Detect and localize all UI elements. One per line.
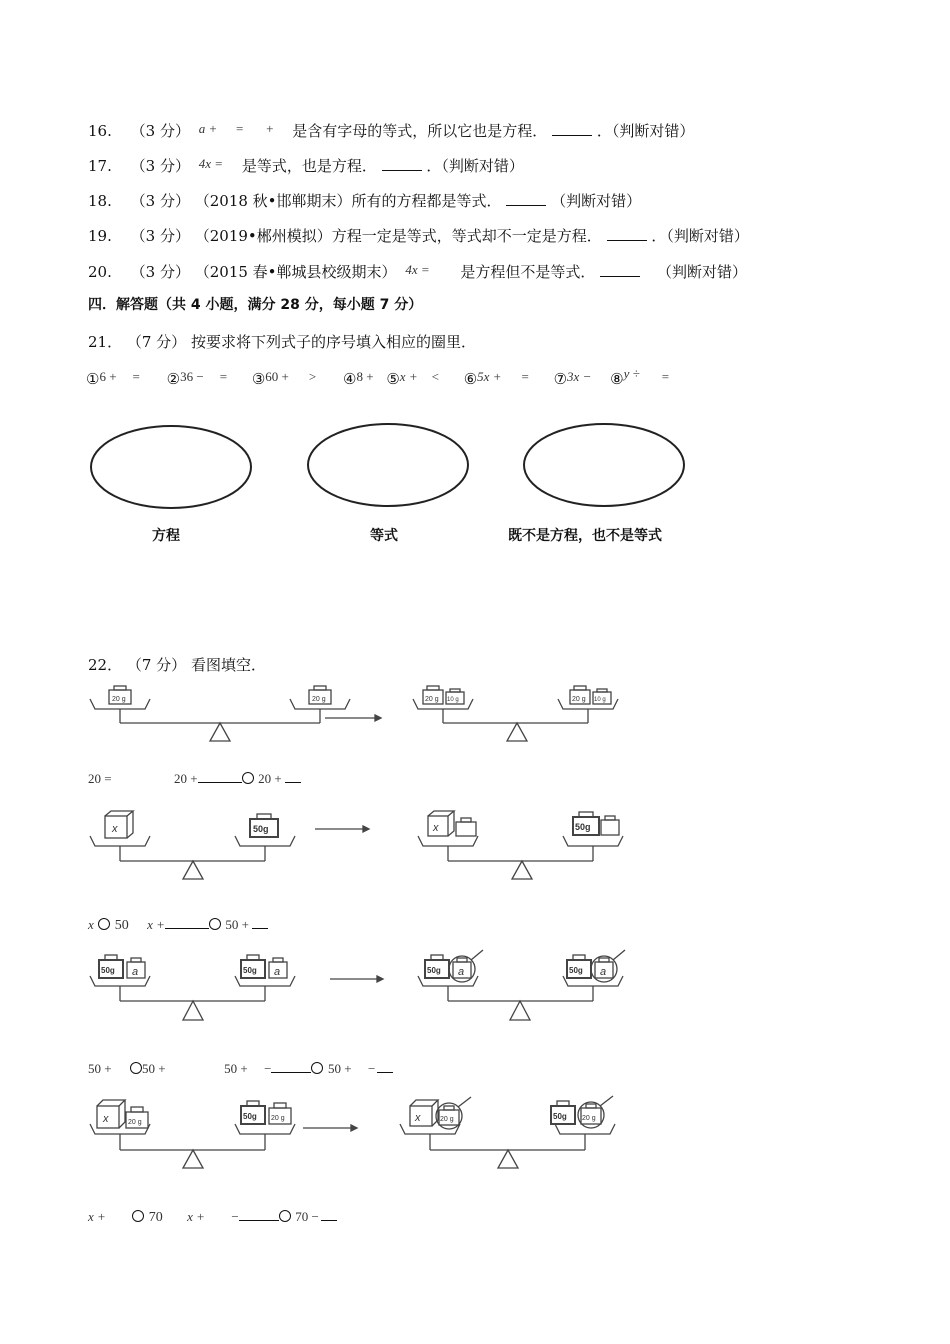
item-marker: ⑧ [610, 370, 624, 388]
svg-text:a: a [600, 966, 607, 978]
math-expr: 50 + [88, 1061, 112, 1076]
q-number: 22． [88, 656, 123, 674]
math-expr: 8 + [356, 369, 374, 384]
expr-item [386, 370, 439, 388]
math-expr: 20 = [88, 771, 112, 786]
math-expr: x + [399, 369, 418, 384]
q-text: 是方程但不是等式． [460, 263, 596, 281]
item-marker: ③ [251, 370, 266, 388]
expr-item [610, 366, 670, 388]
math-expr: 5x + [477, 369, 502, 384]
svg-text:50g: 50g [553, 1112, 567, 1121]
fill-row-4 [88, 1208, 337, 1226]
right-balance [413, 686, 618, 741]
q-text: （2018 秋•邯郸期末）所有的方程都是等式． [194, 192, 502, 210]
expr-item [252, 370, 316, 388]
q-number: 21． [88, 333, 123, 351]
section-heading: 四．解答题（共 4 小题，满分 28 分，每小题 7 分） [88, 297, 423, 313]
expr-item [464, 370, 529, 388]
question-20 [88, 261, 747, 282]
q-text: 是等式，也是方程． [241, 157, 377, 175]
expr-item [86, 370, 140, 388]
math-expr: x + [187, 1209, 205, 1224]
left-balance [90, 686, 350, 741]
q-text: （2015 春•郸城县校级期末） [194, 263, 397, 281]
q-suffix: ．（判断对错） [651, 227, 749, 245]
q-score: （3 分） [130, 192, 190, 210]
q-score: （3 分） [130, 263, 190, 281]
svg-text:20 g: 20 g [425, 696, 439, 703]
svg-text:50g: 50g [569, 966, 583, 975]
q-number: 17. [88, 157, 112, 175]
q-score: （3 分） [130, 227, 190, 245]
balance-figure-1 [85, 683, 645, 753]
answer-blank[interactable] [382, 158, 422, 171]
svg-text:a: a [458, 966, 465, 978]
math-expr: 3x − [567, 369, 592, 384]
compare-circle[interactable] [98, 918, 110, 930]
oval-group [80, 418, 720, 518]
math-expr: x [88, 917, 94, 932]
answer-blank[interactable] [271, 1060, 311, 1073]
oval-equality[interactable] [308, 424, 468, 506]
math-expr: − [264, 1061, 272, 1076]
math-expr: < [431, 369, 439, 384]
math-expr: 50 [114, 918, 129, 933]
balance-figure-2 [85, 803, 645, 885]
math-expr: y ÷ [623, 366, 640, 381]
svg-text:50g: 50g [243, 1112, 257, 1121]
math-expr: 50 + [327, 1061, 352, 1076]
answer-blank[interactable] [285, 770, 301, 783]
math-expr: − [231, 1209, 239, 1224]
math-expr: 60 + [265, 369, 289, 384]
svg-text:20 g: 20 g [440, 1116, 454, 1123]
svg-text:a: a [274, 966, 281, 978]
item-marker: ⑤ [386, 370, 400, 388]
q-text: （2019•郴州模拟）方程一定是等式，等式却不一定是方程． [194, 227, 602, 245]
svg-text:20 g: 20 g [312, 696, 326, 703]
math-expr: 70 − [295, 1209, 319, 1224]
math-expr: = [219, 369, 228, 384]
q-suffix: （判断对错） [656, 263, 747, 281]
question-19 [88, 225, 749, 246]
compare-circle[interactable] [279, 1210, 291, 1222]
svg-text:10 g: 10 g [447, 697, 459, 703]
compare-circle[interactable] [311, 1062, 323, 1074]
math-expr: > [308, 369, 317, 384]
math-expr: 50 + [142, 1061, 166, 1076]
svg-text:10 g: 10 g [594, 697, 606, 703]
oval-equation[interactable] [91, 426, 251, 508]
svg-text:50g: 50g [243, 966, 257, 975]
answer-blank[interactable] [239, 1208, 279, 1221]
q-number: 19. [88, 227, 112, 245]
math-expr: 4x = [198, 156, 224, 171]
svg-text:50g: 50g [575, 822, 591, 832]
svg-text:50g: 50g [101, 966, 115, 975]
math-expr: 6 + [99, 369, 117, 384]
answer-blank[interactable] [552, 123, 592, 136]
question-22 [88, 654, 266, 675]
q-suffix: ．（判断对错） [426, 157, 524, 175]
item-marker: ① [86, 370, 100, 388]
svg-text:x: x [415, 1112, 421, 1124]
fill-row-3 [88, 1060, 393, 1077]
item-marker: ② [166, 370, 181, 388]
item-marker: ⑥ [463, 370, 478, 388]
question-17 [88, 155, 524, 176]
svg-text:50g: 50g [427, 966, 441, 975]
compare-circle[interactable] [132, 1210, 144, 1222]
expr-item [343, 370, 374, 388]
svg-text:x: x [433, 822, 439, 834]
fill-row-1 [88, 770, 301, 787]
answer-blank[interactable] [321, 1208, 337, 1221]
balance-figure-3 [85, 946, 645, 1028]
math-expr: − [367, 1061, 376, 1076]
math-expr: 50 + [224, 1061, 248, 1076]
math-expr: = [236, 121, 244, 136]
svg-text:20 g: 20 g [271, 1115, 285, 1122]
question-16 [88, 120, 694, 141]
svg-text:50g: 50g [253, 824, 269, 834]
fill-row-2 [88, 916, 268, 934]
math-expr: + [266, 121, 274, 136]
math-expr: a + [198, 121, 218, 136]
math-expr: = [661, 369, 670, 384]
oval-label-neither: 既不是方程，也不是等式 [508, 528, 662, 544]
answer-blank[interactable] [165, 916, 209, 929]
answer-blank[interactable] [600, 264, 640, 277]
q-score: （7 分） [126, 333, 187, 351]
q-text: 按要求将下列式子的序号填入相应的圈里． [190, 333, 476, 351]
compare-circle[interactable] [130, 1062, 142, 1074]
q-score: （3 分） [130, 157, 190, 175]
question-21 [88, 331, 476, 352]
oval-label-equation: 方程 [152, 528, 180, 544]
math-expr: 50 + [225, 917, 249, 932]
math-expr: x + [88, 1209, 106, 1224]
answer-blank[interactable] [252, 916, 268, 929]
math-expr: 20 + [258, 771, 282, 786]
answer-blank[interactable] [607, 228, 647, 241]
math-expr: 70 [148, 1210, 163, 1225]
q-text: 看图填空． [190, 656, 266, 674]
svg-text:x: x [112, 823, 118, 835]
q-number: 18. [88, 192, 112, 210]
svg-text:20 g: 20 g [128, 1119, 142, 1126]
q-score: （7 分） [126, 656, 187, 674]
balance-figure-4 [85, 1090, 645, 1172]
svg-text:20 g: 20 g [582, 1115, 596, 1122]
svg-text:a: a [132, 966, 139, 978]
math-expr: 4x = [405, 262, 430, 277]
expr-item [167, 370, 227, 388]
q-number: 16. [88, 122, 112, 140]
item-marker: ⑦ [553, 370, 568, 388]
math-expr: = [521, 369, 529, 384]
item-marker: ④ [343, 370, 357, 388]
compare-circle[interactable] [242, 772, 254, 784]
answer-blank[interactable] [198, 770, 242, 783]
q-suffix: ．（判断对错） [596, 122, 695, 140]
q-text: 是含有字母的等式，所以它也是方程． [292, 122, 548, 140]
oval-neither[interactable] [524, 424, 684, 506]
question-18 [88, 190, 641, 211]
answer-blank[interactable] [377, 1060, 393, 1073]
compare-circle[interactable] [209, 918, 221, 930]
q-number: 20. [88, 263, 112, 281]
q-score: （3 分） [130, 122, 190, 140]
math-expr: 36 − [180, 369, 204, 384]
svg-text:20 g: 20 g [572, 696, 586, 703]
svg-text:20 g: 20 g [112, 696, 126, 703]
oval-label-equality: 等式 [370, 528, 398, 544]
svg-text:x: x [103, 1113, 109, 1125]
expression-list [86, 366, 669, 388]
math-expr: = [132, 369, 140, 384]
q-suffix: （判断对错） [551, 192, 642, 210]
answer-blank[interactable] [506, 193, 546, 206]
math-expr: 20 + [174, 771, 198, 786]
expr-item [554, 370, 592, 388]
math-expr: x + [147, 917, 165, 932]
